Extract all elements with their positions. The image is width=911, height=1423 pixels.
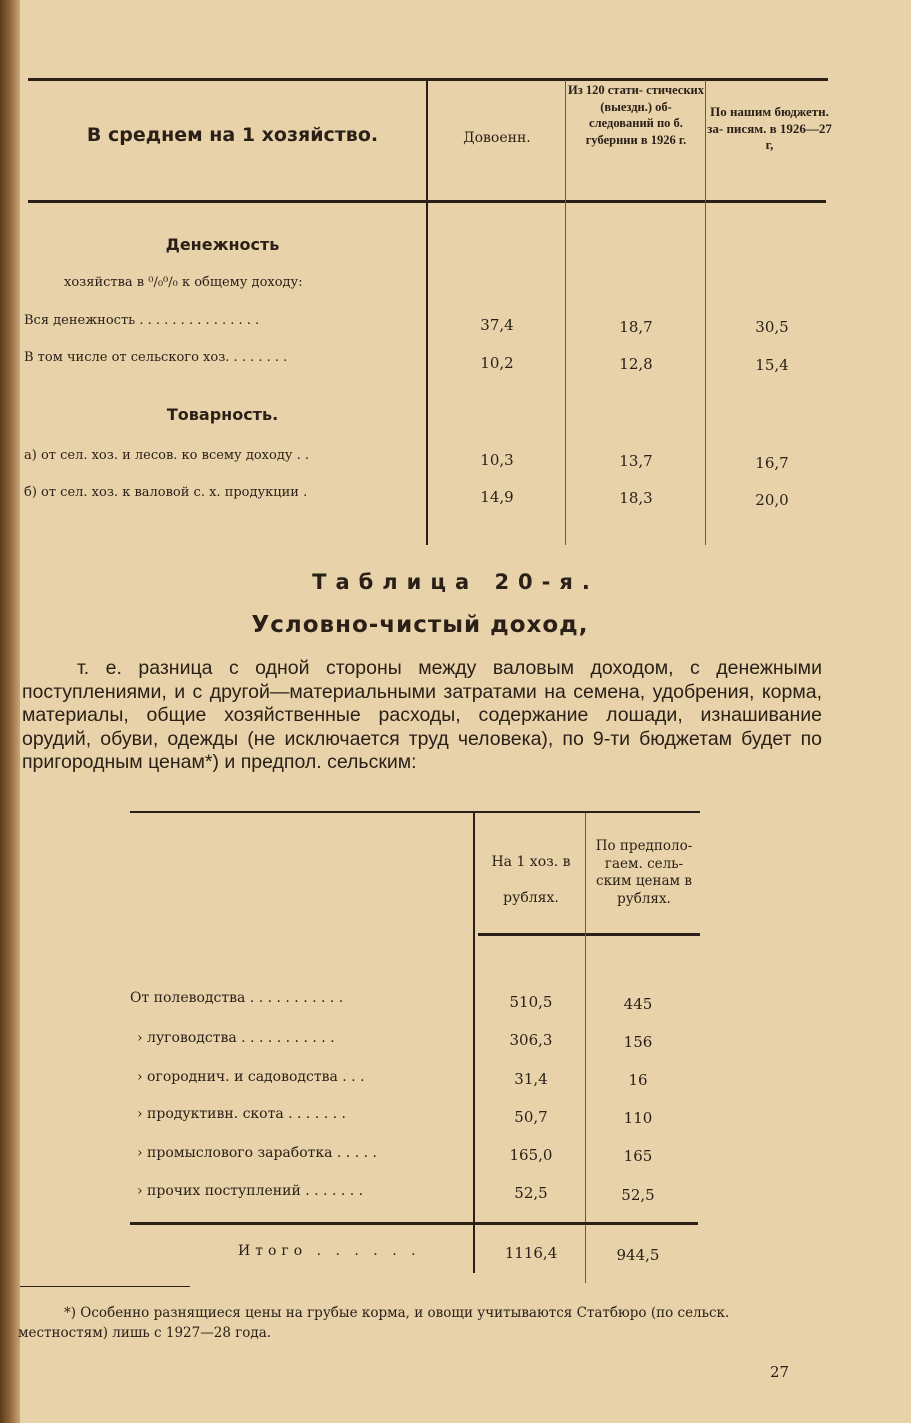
footnote: *) Особенно разнящиеся цены на грубые корма, и овощи учитываются Статбюро (по сельск. местностям) лишь с 1927—28 года.: [18, 1305, 730, 1341]
table-1-header-statistical: Из 120 стати- стических (выездн.) об- следований по б. губернии в 1926 г.: [568, 83, 704, 147]
row-label: От полеводства . . . . . . . . . . .: [130, 990, 344, 1006]
table-2-total-rule: [130, 1222, 698, 1225]
table-caption: Таблица 20-я.: [312, 570, 599, 594]
total-label: Итого . . . . . .: [238, 1243, 421, 1259]
cell-value: 50,7: [514, 1108, 548, 1126]
table-1-header-prewar: Довоенн.: [463, 130, 531, 146]
footnote-rule: [20, 1286, 190, 1287]
table-2-top-rule: [130, 811, 700, 813]
table-2-header-per-household: На 1 хоз. в рублях.: [491, 854, 571, 906]
cell-value: 31,4: [514, 1070, 548, 1088]
section-subtitle: хозяйства в ⁰/₀⁰/₀ к общему доходу:: [64, 275, 303, 290]
row-label: а) от сел. хоз. и лесов. ко всему доходу . .: [24, 448, 309, 463]
table-2-header-rural-prices: По предполо- гаем. сель- ским ценам в рублях.: [595, 838, 693, 907]
section-title-marketability: Товарность.: [166, 405, 279, 424]
cell-value: 156: [623, 1033, 653, 1051]
body-paragraph: т. е. разница с одной стороны между валовым доходом, с денежными поступлениями, и с другой—материальными затратами на семена, удобрения, корма, материалы, общие хозяйственные расходы, содержание лошади, изнашивание орудий, обуви, одежды (не исключается труд человека), по 9-ти бюджетам будет по пригородным ценам*) и предпол. сельским:: [22, 657, 822, 773]
table-1-header-main: В среднем на 1 хозяйство.: [86, 124, 379, 146]
table-1-col-divider: [565, 80, 566, 545]
cell-value: 12,8: [619, 355, 653, 373]
table-1-header-budget: По нашим бюджетн. за- писям. в 1926—27 г,: [707, 104, 832, 152]
table-title: Условно-чистый доход,: [251, 612, 589, 638]
table-1-col-divider: [705, 80, 706, 545]
cell-value: 15,4: [755, 356, 789, 374]
table-1-top-rule: [28, 78, 828, 81]
cell-value: 16,7: [755, 454, 789, 472]
cell-value: 37,4: [480, 316, 514, 334]
cell-value: 13,7: [619, 452, 653, 470]
row-label: › продуктивн. скота . . . . . . .: [137, 1106, 346, 1122]
table-2-col-divider: [585, 813, 586, 1283]
cell-value: 18,7: [619, 318, 653, 336]
row-label: б) от сел. хоз. к валовой с. х. продукции .: [24, 485, 308, 500]
cell-value: 165: [623, 1147, 653, 1165]
row-label: › луговодства . . . . . . . . . . .: [137, 1030, 335, 1046]
cell-value: 510,5: [509, 993, 553, 1011]
cell-value: 445: [623, 995, 653, 1013]
row-label: В том числе от сельского хоз. . . . . . . .: [24, 350, 288, 365]
row-label: › промыслового заработка . . . . .: [137, 1145, 377, 1161]
cell-value: 10,3: [480, 451, 514, 469]
cell-value: 110: [623, 1109, 653, 1127]
cell-value: 52,5: [514, 1184, 548, 1202]
row-label: › прочих поступлений . . . . . . .: [137, 1183, 364, 1199]
table-2-header-rule: [478, 933, 700, 936]
cell-value: 165,0: [509, 1146, 553, 1164]
row-label: › огороднич. и садоводства . . .: [137, 1069, 365, 1085]
book-spine-edge: [0, 0, 20, 1423]
section-title-monetization: Денежность: [165, 235, 280, 254]
table-1-col-divider: [426, 80, 428, 545]
cell-value: 10,2: [480, 354, 514, 372]
cell-value: 20,0: [755, 491, 789, 509]
total-value: 1116,4: [504, 1244, 558, 1262]
cell-value: 30,5: [755, 318, 789, 336]
cell-value: 16: [628, 1071, 648, 1089]
page-number: 27: [770, 1363, 790, 1381]
cell-value: 306,3: [509, 1031, 553, 1049]
row-label: Вся денежность . . . . . . . . . . . . . . .: [24, 313, 260, 328]
total-value: 944,5: [616, 1246, 660, 1264]
cell-value: 18,3: [619, 489, 653, 507]
cell-value: 14,9: [480, 488, 514, 506]
cell-value: 52,5: [621, 1186, 655, 1204]
table-2-col-divider: [473, 813, 475, 1273]
